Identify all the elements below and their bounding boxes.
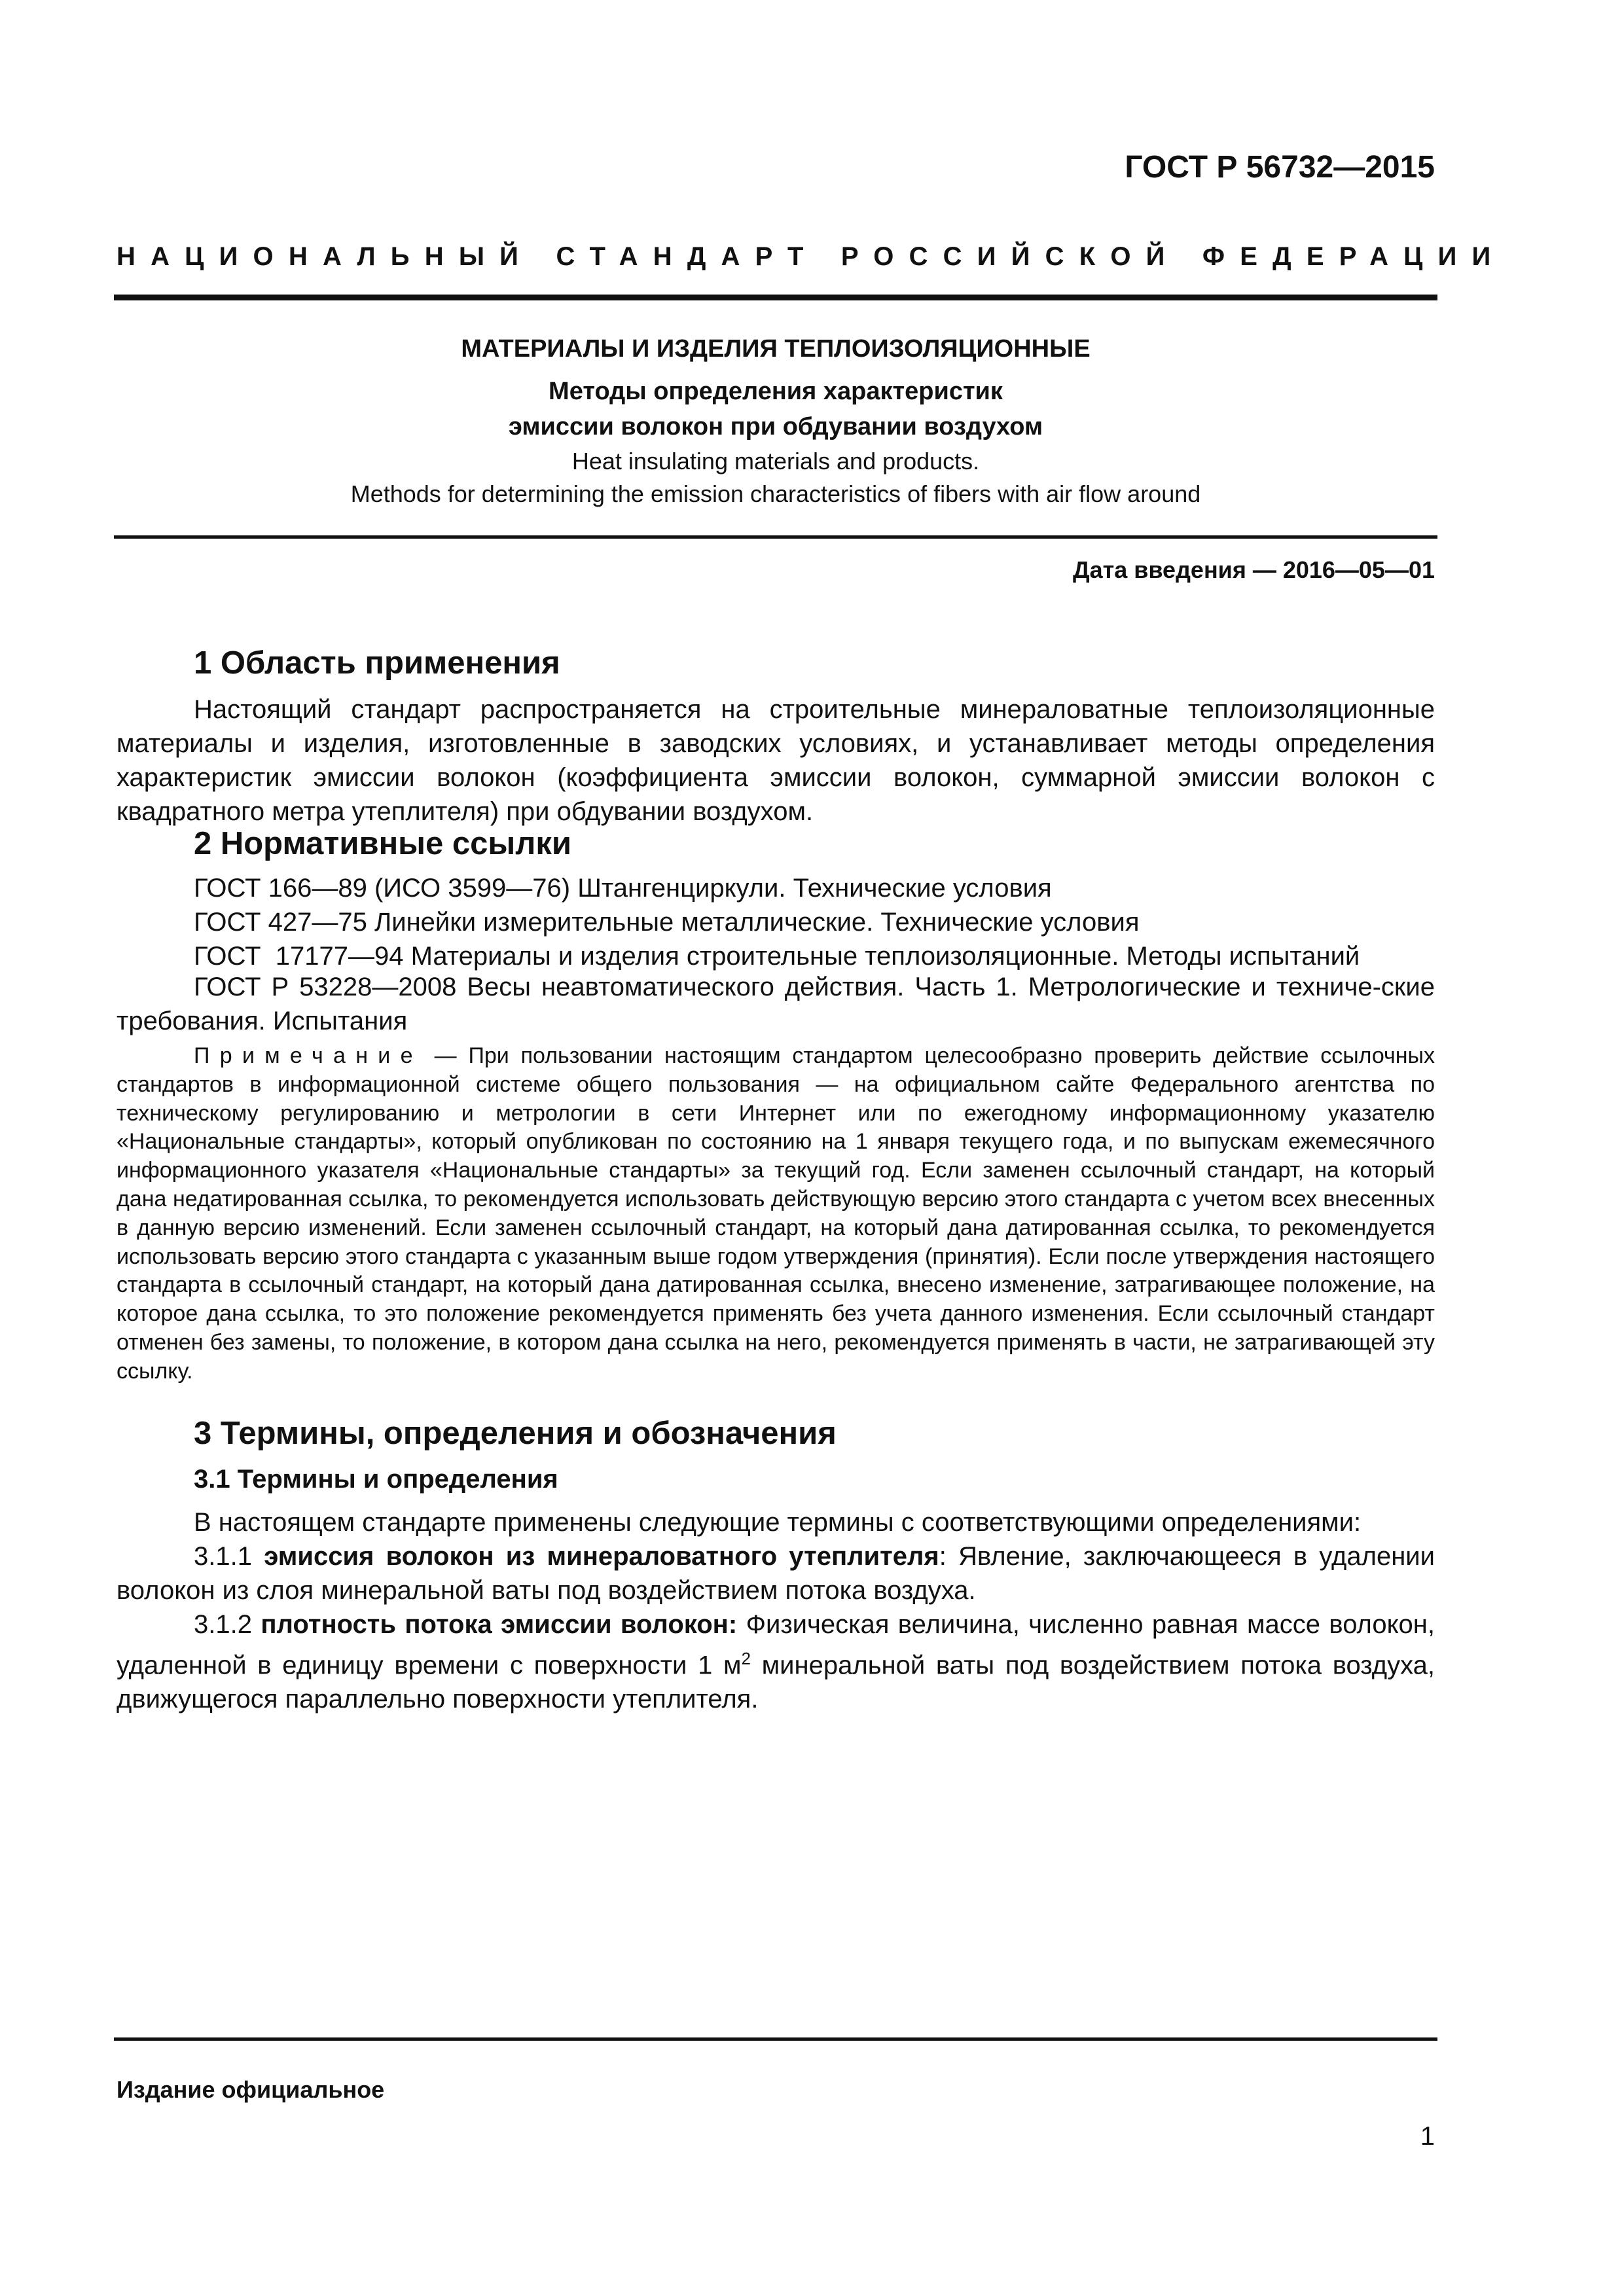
national-standard-banner: НАЦИОНАЛЬНЫЙ СТАНДАРТ РОССИЙСКОЙ ФЕДЕРАЦИИ <box>117 242 1506 271</box>
section-1-heading: 1 Область применения <box>194 645 560 681</box>
document-title: МАТЕРИАЛЫ И ИЗДЕЛИЯ ТЕПЛОИЗОЛЯЦИОННЫЕ <box>461 335 1091 363</box>
reference-item: ГОСТ Р 53228—2008 Весы неавтоматического действия. Часть 1. Метрологические и техниче-ские требования. Испытания <box>117 973 1435 1035</box>
term-3-1-1 <box>117 1539 1435 1607</box>
term-definition: Физическая величина, численно равная массе волокон, удаленной в единицу времени с поверхности 1 м <box>117 1610 1435 1680</box>
section-3-heading: 3 Термины, определения и обозначения <box>194 1416 837 1451</box>
terms-intro: В настоящем стандарте применены следующие термины с соответствующими определениями: <box>194 1508 1362 1537</box>
term-number: 3.1.2 <box>194 1610 261 1639</box>
subsection-3-1-heading: 3.1 Термины и определения <box>194 1465 558 1494</box>
english-title-line-2: Methods for determining the emission characteristics of fibers with air flow around <box>350 480 1201 507</box>
note-label: Примечание <box>194 1043 423 1068</box>
reference-item: ГОСТ 166—89 (ИСО 3599—76) Штангенциркули. Технические условия <box>194 874 1052 903</box>
superscript: 2 <box>741 1649 751 1668</box>
english-title <box>114 445 1437 511</box>
term-name: эмиссия волокон из минераловатного утеплителя <box>264 1542 939 1571</box>
term-definition-cont: минеральной ваты под воздействием потока воздуха, движущегося параллельно поверхности утеплителя. <box>117 1651 1435 1714</box>
term-number: 3.1.1 <box>194 1542 264 1571</box>
term-name: плотность потока эмиссии волокон: <box>261 1610 738 1639</box>
page-number: 1 <box>1420 2122 1435 2151</box>
note-text: — При пользовании настоящим стандартом целесообразно проверить действие ссылочных стандартов в информационной системе общего пользования — на официальном сайте Федерального агентства по техническому регулированию и метрологии в сети Интернет или по ежегодному информационному указателю «Национальные стандарты», который опубликован по состоянию на 1 января текущего года, и по выпускам ежемесячного информационного указателя «Национальные стандарты» за текущий год. Если заменен ссылочный стандарт, на который дана недатированная ссылка, то рекомендуется использовать действующую версию этого стандарта с учетом всех внесенных в данную версию изменений. Если заменен ссылочный стандарт, на который дана датированная ссылка, то рекомендуется использовать версию этого стандарта с указанным выше годом утверждения (принятия). Если после утверждения настоящего стандарта в ссылочный стандарт, на который дана датированная ссылка, внесено изменение, затрагивающее положение, на которое дана ссылка, то это положение рекомендуется применять без учета данного изменения. Если ссылочный стандарт отменен без замены, то положение, в котором дана ссылка на него, рекомендуется применять в части, не затрагивающей эту ссылку. <box>117 1043 1435 1384</box>
title-divider <box>114 535 1437 539</box>
header-divider <box>114 295 1437 300</box>
document-code: ГОСТ Р 56732—2015 <box>1125 150 1435 185</box>
footer-divider <box>114 2037 1437 2041</box>
reference-item: ГОСТ 427—75 Линейки измерительные металлические. Технические условия <box>194 908 1140 937</box>
term-3-1-2 <box>117 1607 1435 1716</box>
section-1-text: Настоящий стандарт распространяется на строительные минераловатные теплоизоляционные материалы и изделия, изготовленные в заводских условиях, и устанавливает методы определения характеристик эмиссии волокон (коэффициента эмиссии волокон, суммарной эмиссии волокон с квадратного метра утеплителя) при обдувании воздухом. <box>117 695 1435 826</box>
introduction-date: Дата введения — 2016—05—01 <box>1072 556 1435 583</box>
edition-label: Издание официальное <box>117 2076 385 2103</box>
note-paragraph <box>117 1042 1435 1386</box>
section-2-heading: 2 Нормативные ссылки <box>194 826 571 861</box>
term-definition: : Явление, заключающееся в удалении волокон из слоя минеральной ваты под воздействием потока воздуха. <box>117 1542 1435 1605</box>
subtitle-line-2: эмиссии волокон при обдувании воздухом <box>508 413 1043 440</box>
subtitle-line-1: Методы определения характеристик <box>549 378 1003 405</box>
english-title-line-1: Heat insulating materials and products. <box>571 448 980 475</box>
reference-item: ГОСТ 17177—94 Материалы и изделия строительные теплоизоляционные. Методы испытаний <box>194 942 1360 971</box>
document-subtitle <box>114 374 1437 444</box>
